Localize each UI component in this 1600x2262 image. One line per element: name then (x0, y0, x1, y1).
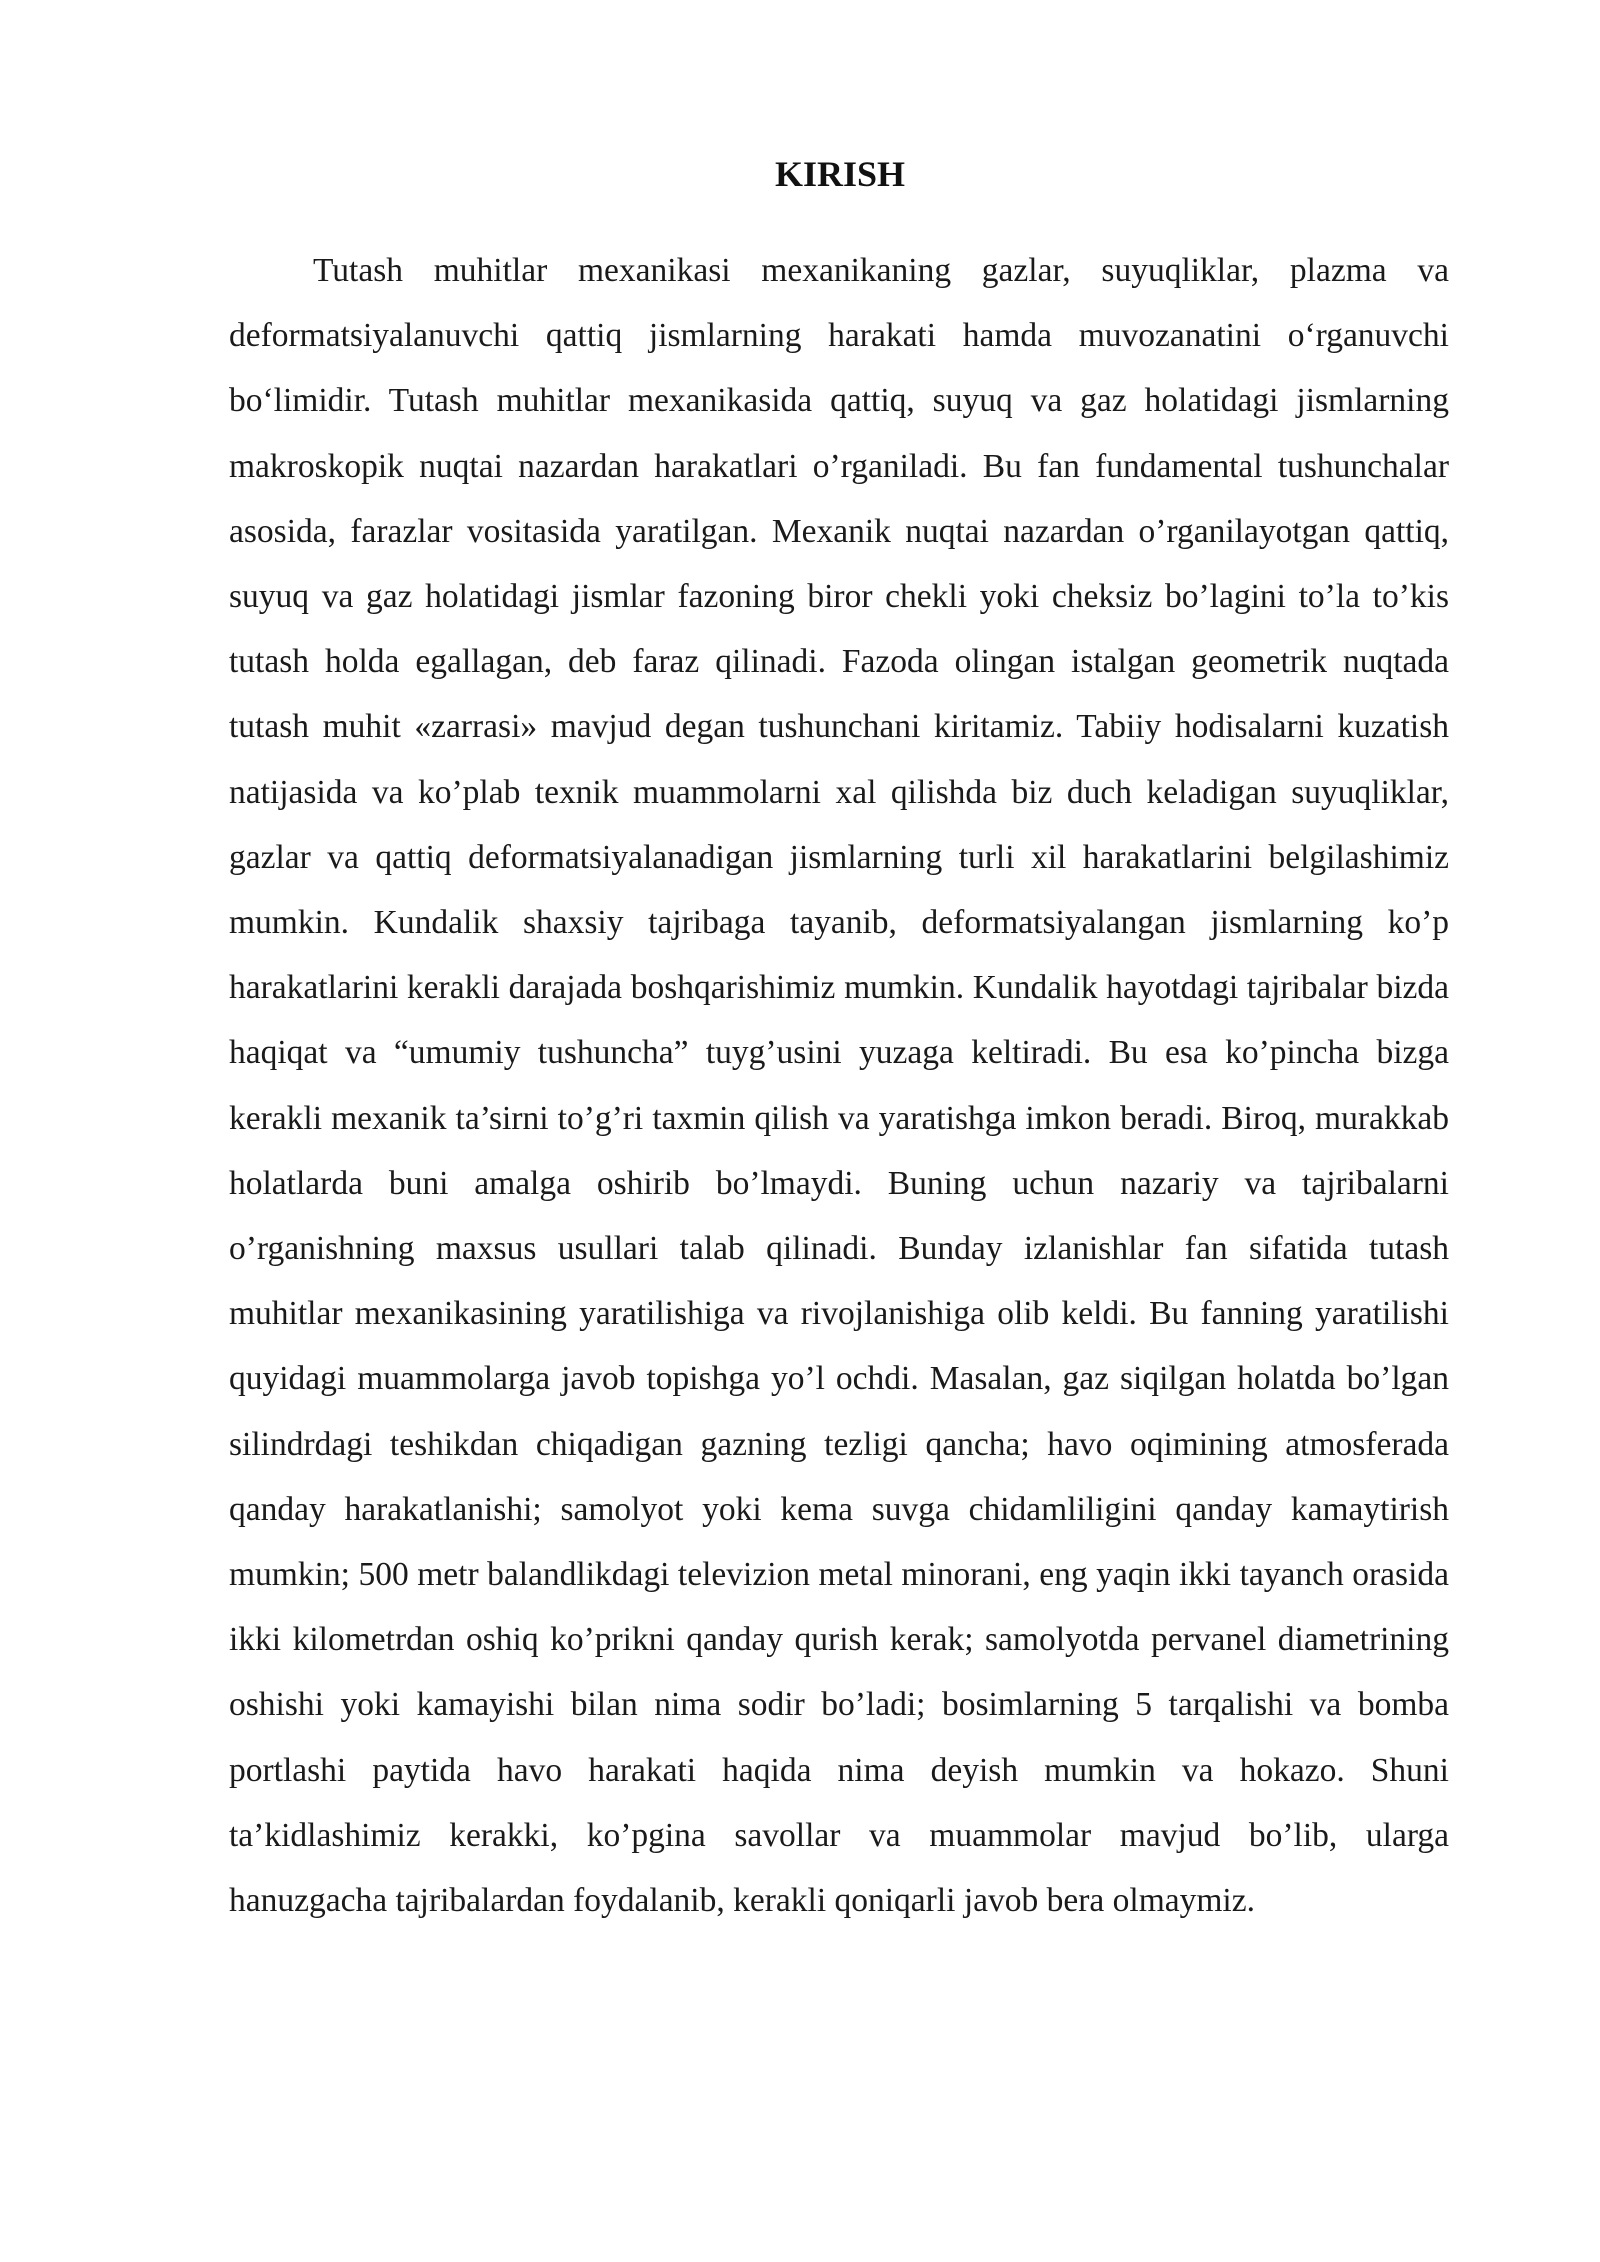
body-paragraph: Tutash muhitlar mexanikasi mexanikaning gazlar, suyuqliklar, plazma va deformatsiyalanuvchi qattiq jismlarning harakati hamda muvozanatini o‘rganuvchi bo‘limidir. Tutash muhitlar mexanikasida qattiq, suyuq va gaz holatidagi jismlarning makroskopik nuqtai nazardan harakatlari o’rganiladi. Bu fan fundamental tushunchalar asosida, farazlar vositasida yaratilgan. Mexanik nuqtai nazardan o’rganilayotgan qattiq, suyuq va gaz holatidagi jismlar fazoning biror chekli yoki cheksiz bo’lagini to’la to’kis tutash holda egallagan, deb faraz qilinadi. Fazoda olingan istalgan geometrik nuqtada tutash muhit «zarrasi» mavjud degan tushunchani kiritamiz. Tabiiy hodisalarni kuzatish natijasida va ko’plab texnik muammolarni xal qilishda biz duch keladigan suyuqliklar, gazlar va qattiq deformatsiyalanadigan jismlarning turli xil harakatlarini belgilashimiz mumkin. Kundalik shaxsiy tajribaga tayanib, deformatsiyalangan jismlarning ko’p harakatlarini kerakli darajada boshqarishimiz mumkin. Kundalik hayotdagi tajribalar bizda haqiqat va “umumiy tushuncha” tuyg’usini yuzaga keltiradi. Bu esa ko’pincha bizga kerakli mexanik ta’sirni to’g’ri taxmin qilish va yaratishga imkon beradi. Biroq, murakkab holatlarda buni amalga oshirib bo’lmaydi. Buning uchun nazariy va tajribalarni o’rganishning maxsus usullari talab qilinadi. Bunday izlanishlar fan sifatida tutash muhitlar mexanikasining yaratilishiga va rivojlanishiga olib keldi. Bu fanning yaratilishi quyidagi muammolarga javob topishga yo’l ochdi. Masalan, gaz siqilgan holatda bo’lgan silindrdagi teshikdan chiqadigan gazning tezligi qancha; havo oqimining atmosferada qanday harakatlanishi; samolyot yoki kema suvga chidamliligini qanday kamaytirish mumkin; 500 metr balandlikdagi televizion metal minorani, eng yaqin ikki tayanch orasida ikki kilometrdan oshiq ko’prikni qanday qurish kerak; samolyotda pervanel diametrining oshishi yoki kamayishi bilan nima sodir bo’ladi; bosimlarning 5 tarqalishi va bomba portlashi paytida havo harakati haqida nima deyish mumkin va hokazo. Shuni ta’kidlashimiz kerakki, ko’pgina savollar va muammolar mavjud bo’lib, ularga hanuzgacha tajribalardan foydalanib, kerakli qoniqarli javob bera olmaymiz. (229, 252, 1449, 1920)
page-title: KIRISH (774, 154, 906, 194)
